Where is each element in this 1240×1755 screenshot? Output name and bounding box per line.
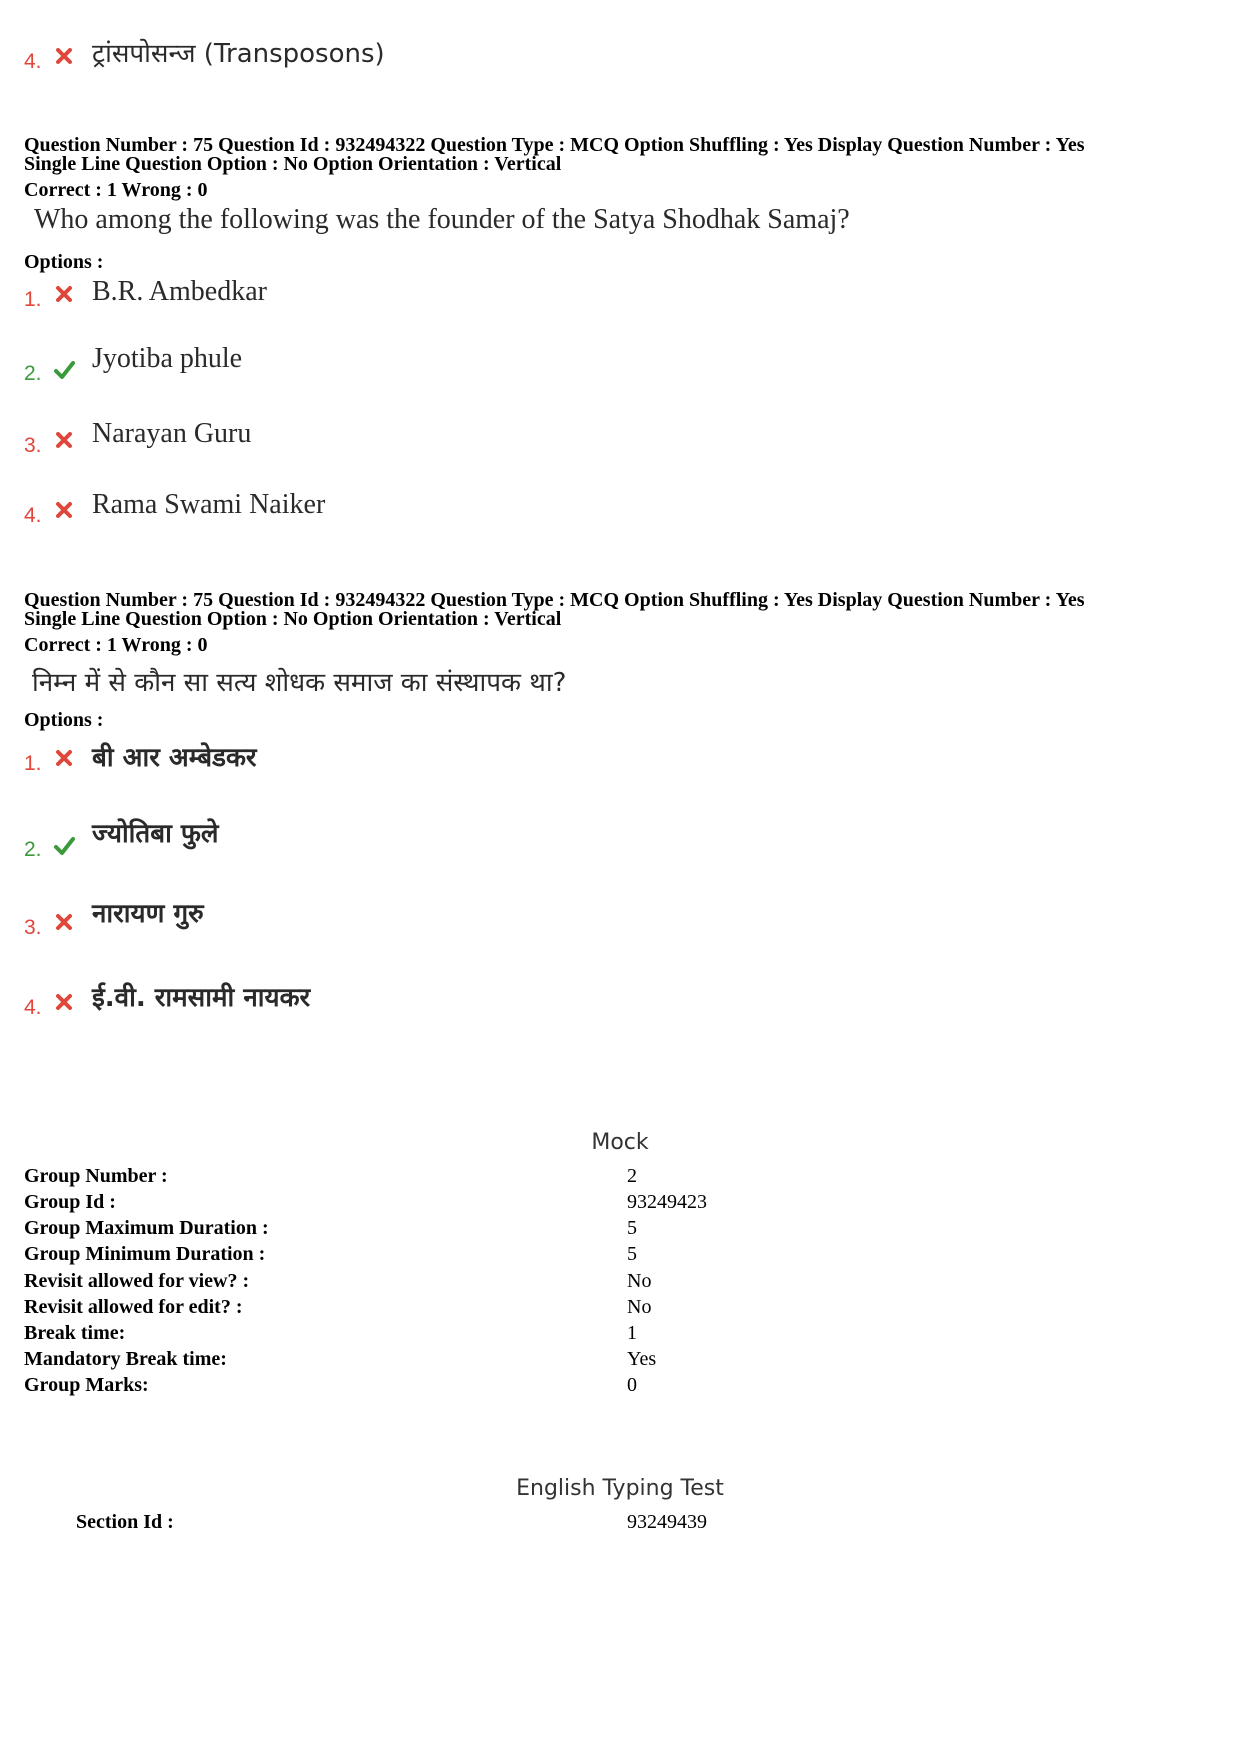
group-row-label: Group Minimum Duration : bbox=[24, 1243, 266, 1265]
group-row bbox=[24, 1217, 924, 1241]
question-meta-line: Single Line Question Option : No Option Orientation : Vertical bbox=[24, 153, 562, 175]
wrong-mark-icon bbox=[52, 498, 76, 522]
option-text: Jyotiba phule bbox=[92, 343, 243, 374]
question-meta-line: Question Number : 75 Question Id : 932494322 Question Type : MCQ Option Shuffling : Yes Display Question Number : Yes bbox=[24, 589, 1085, 611]
group-row-value: No bbox=[627, 1296, 652, 1318]
option-number: 4. bbox=[24, 50, 42, 73]
option-number: 4. bbox=[24, 504, 42, 527]
option-text: Rama Swami Naiker bbox=[92, 489, 326, 520]
group-row-value: 93249423 bbox=[627, 1191, 707, 1213]
group-row bbox=[24, 1165, 924, 1189]
group-row-value: No bbox=[627, 1270, 652, 1292]
wrong-mark-icon bbox=[52, 428, 76, 452]
option-text: नारायण गुरु bbox=[92, 899, 204, 929]
option-number: 2. bbox=[24, 362, 42, 385]
section-label: Section Id : bbox=[76, 1511, 174, 1533]
group-row bbox=[24, 1348, 924, 1372]
section-row bbox=[24, 1511, 924, 1535]
wrong-mark-icon bbox=[52, 44, 76, 68]
wrong-mark-icon bbox=[52, 990, 76, 1014]
option-text: B.R. Ambedkar bbox=[92, 276, 267, 307]
group-row-label: Group Id : bbox=[24, 1191, 116, 1213]
options-label: Options : bbox=[24, 251, 104, 273]
option-text: Narayan Guru bbox=[92, 418, 252, 449]
wrong-mark-icon bbox=[52, 910, 76, 934]
option-text: ट्रांसपोसन्ज (Transposons) bbox=[92, 39, 385, 69]
wrong-mark-icon bbox=[52, 282, 76, 306]
group-row bbox=[24, 1270, 924, 1294]
options-label: Options : bbox=[24, 709, 104, 731]
section-title: English Typing Test bbox=[516, 1476, 724, 1501]
check-mark-icon bbox=[52, 834, 76, 858]
group-row-value: Yes bbox=[627, 1348, 657, 1370]
question-marks: Correct : 1 Wrong : 0 bbox=[24, 179, 208, 201]
option-number: 4. bbox=[24, 996, 42, 1019]
group-row-value: 5 bbox=[627, 1243, 637, 1265]
group-row-label: Group Marks: bbox=[24, 1374, 149, 1396]
option-text: बी आर अम्बेडकर bbox=[92, 743, 257, 773]
question-meta-line: Single Line Question Option : No Option Orientation : Vertical bbox=[24, 608, 562, 630]
option-number: 2. bbox=[24, 838, 42, 861]
option-number: 3. bbox=[24, 434, 42, 457]
group-row bbox=[24, 1296, 924, 1320]
wrong-mark-icon bbox=[52, 746, 76, 770]
option-number: 1. bbox=[24, 288, 42, 311]
group-row-label: Break time: bbox=[24, 1322, 126, 1344]
group-row-value: 1 bbox=[627, 1322, 637, 1344]
group-row-label: Mandatory Break time: bbox=[24, 1348, 227, 1370]
question-stem: Who among the following was the founder of the Satya Shodhak Samaj? bbox=[34, 204, 850, 235]
check-mark-icon bbox=[52, 358, 76, 382]
question-meta-line: Question Number : 75 Question Id : 932494322 Question Type : MCQ Option Shuffling : Yes Display Question Number : Yes bbox=[24, 134, 1085, 156]
section-value: 93249439 bbox=[627, 1511, 707, 1533]
group-row-label: Revisit allowed for edit? : bbox=[24, 1296, 243, 1318]
group-row-label: Group Number : bbox=[24, 1165, 168, 1187]
group-row bbox=[24, 1243, 924, 1267]
group-row-value: 2 bbox=[627, 1165, 637, 1187]
option-number: 1. bbox=[24, 752, 42, 775]
option-text: ज्योतिबा फुले bbox=[92, 819, 219, 849]
group-row bbox=[24, 1191, 924, 1215]
group-row-label: Group Maximum Duration : bbox=[24, 1217, 269, 1239]
group-row-value: 5 bbox=[627, 1217, 637, 1239]
question-marks: Correct : 1 Wrong : 0 bbox=[24, 634, 208, 656]
group-row bbox=[24, 1374, 924, 1398]
option-text: ई.वी. रामसामी नायकर bbox=[92, 983, 311, 1013]
question-stem: निम्न में से कौन सा सत्य शोधक समाज का संस्थापक था? bbox=[32, 668, 567, 698]
group-row bbox=[24, 1322, 924, 1346]
group-title: Mock bbox=[591, 1130, 649, 1155]
group-row-value: 0 bbox=[627, 1374, 637, 1396]
option-number: 3. bbox=[24, 916, 42, 939]
group-row-label: Revisit allowed for view? : bbox=[24, 1270, 250, 1292]
